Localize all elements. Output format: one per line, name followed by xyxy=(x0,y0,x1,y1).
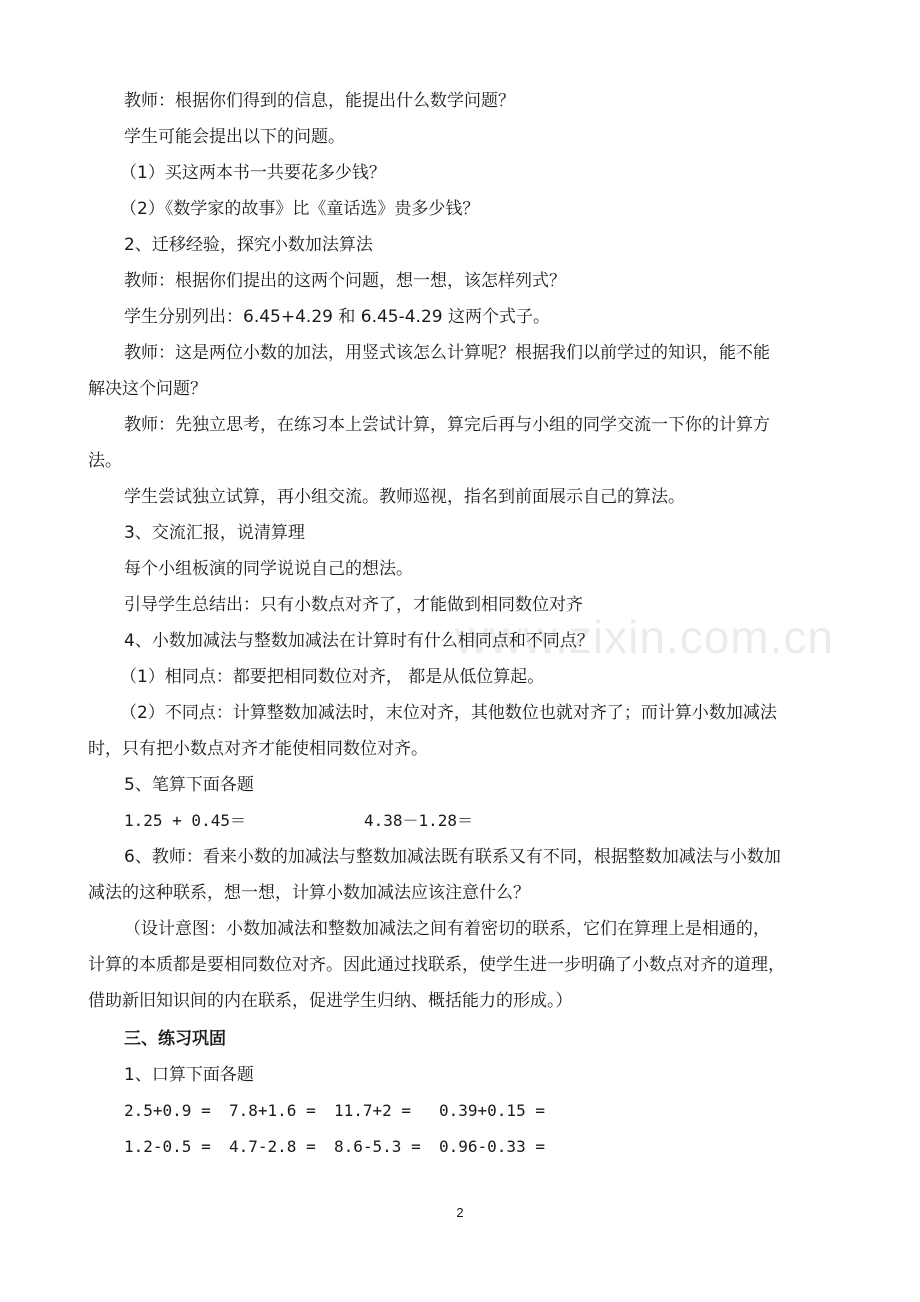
paragraph: 教师：这是两位小数的加法，用竖式该怎么计算呢？根据我们以前学过的知识，能不能 xyxy=(124,343,770,363)
chapter-heading: 三、练习巩固 xyxy=(124,1029,226,1049)
paragraph: 学生可能会提出以下的问题。 xyxy=(124,127,345,147)
paragraph: 6、教师：看来小数的加减法与整数加减法既有联系又有不同，根据整数加减法与小数加 xyxy=(124,847,781,867)
paragraph: 计算的本质都是要相同数位对齐。因此通过找联系，使学生进一步明确了小数点对齐的道理， xyxy=(88,955,785,975)
calc-item: 11.7+2 = xyxy=(334,1101,412,1120)
paragraph: （设计意图：小数加减法和整数加减法之间有着密切的联系，它们在算理上是相通的， xyxy=(124,919,770,939)
paragraph: （2）《数学家的故事》比《童话选》贵多少钱？ xyxy=(120,199,480,219)
paragraph: 教师：先独立思考，在练习本上尝试计算，算完后再与小组的同学交流一下你的计算方 xyxy=(124,415,770,435)
paragraph: 借助新旧知识间的内在联系，促进学生归纳、概括能力的形成。） xyxy=(88,991,573,1011)
paragraph: 学生尝试独立试算，再小组交流。教师巡视，指名到前面展示自己的算法。 xyxy=(124,487,685,507)
paragraph: 法。 xyxy=(88,451,122,471)
paragraph: 时，只有把小数点对齐才能使相同数位对齐。 xyxy=(88,739,428,759)
written-calc-row xyxy=(88,803,832,839)
calc-item: 0.39+0.15 = xyxy=(439,1101,545,1120)
paragraph: 教师：根据你们得到的信息，能提出什么数学问题？ xyxy=(124,91,515,111)
section-heading: 3、交流汇报，说清算理 xyxy=(124,523,305,543)
section-heading: 2、迁移经验，探究小数加法算法 xyxy=(124,235,373,255)
paragraph: 减法的这种联系，想一想，计算小数加减法应该注意什么？ xyxy=(88,883,530,903)
oral-calc-row-2 xyxy=(88,1129,832,1165)
calc-item: 2.5+0.9 = xyxy=(124,1101,211,1120)
paragraph: （1）买这两本书一共要花多少钱？ xyxy=(120,163,386,183)
paragraph: 解决这个问题？ xyxy=(88,379,207,399)
calc-item: 4.7-2.8 = xyxy=(229,1137,316,1156)
oral-calc-row-1 xyxy=(88,1093,832,1129)
section-heading: 1、口算下面各题 xyxy=(124,1065,254,1085)
paragraph: 引导学生总结出：只有小数点对齐了，才能做到相同数位对齐 xyxy=(124,595,583,615)
section-heading: 5、笔算下面各题 xyxy=(124,775,254,795)
page-number: 2 xyxy=(456,1205,464,1220)
calc-item: 4.38－1.28＝ xyxy=(364,811,474,830)
calc-item: 8.6-5.3 = xyxy=(334,1137,421,1156)
paragraph: 学生分别列出：6.45+4.29 和 6.45-4.29 这两个式子。 xyxy=(124,307,550,327)
calc-item: 7.8+1.6 = xyxy=(229,1101,316,1120)
paragraph: 每个小组板演的同学说说自己的想法。 xyxy=(124,559,413,579)
section-heading: 4、小数加减法与整数加减法在计算时有什么相同点和不同点？ xyxy=(124,631,594,651)
calc-item: 1.2-0.5 = xyxy=(124,1137,211,1156)
watermark: www.zixin.com.cn xyxy=(455,611,834,663)
calc-item: 1.25 + 0.45＝ xyxy=(124,811,246,830)
paragraph: （1）相同点：都要把相同数位对齐， 都是从低位算起。 xyxy=(120,667,545,687)
calc-item: 0.96-0.33 = xyxy=(439,1137,545,1156)
paragraph: （2）不同点：计算整数加减法时，末位对齐，其他数位也就对齐了；而计算小数加减法 xyxy=(120,703,777,723)
paragraph: 教师：根据你们提出的这两个问题，想一想，该怎样列式？ xyxy=(124,271,566,291)
